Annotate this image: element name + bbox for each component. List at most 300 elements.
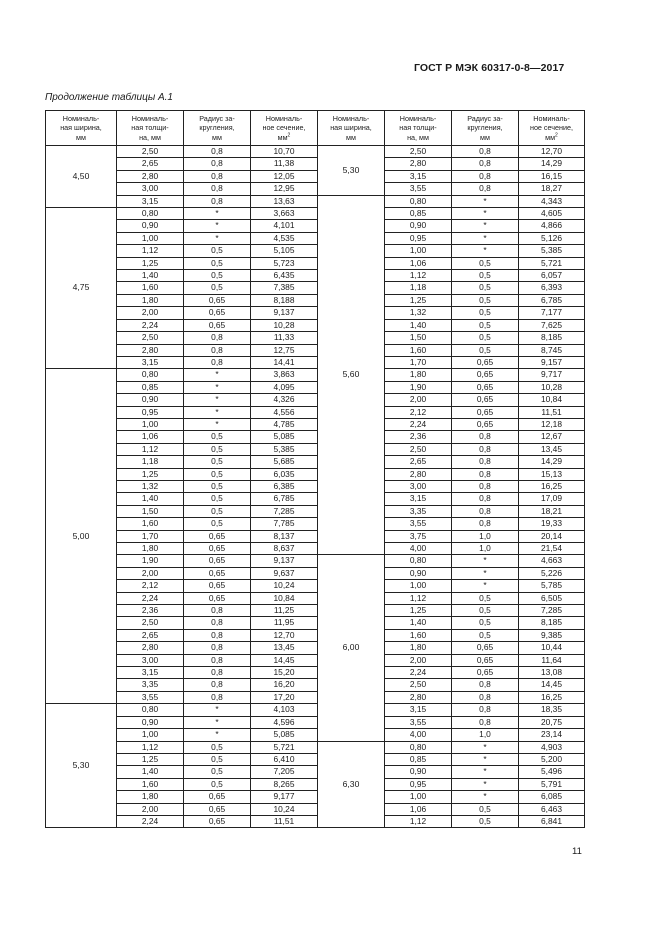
- radius-cell: 0,5: [452, 617, 519, 629]
- cross-section-cell: 6,785: [251, 493, 318, 505]
- cross-section-cell: 11,25: [251, 605, 318, 617]
- radius-cell: 0,5: [184, 257, 251, 269]
- thickness-cell: 3,15: [385, 704, 452, 716]
- thickness-cell: 2,00: [117, 567, 184, 579]
- cross-section-cell: 9,137: [251, 555, 318, 567]
- thickness-cell: 3,15: [117, 356, 184, 368]
- radius-cell: 0,8: [184, 654, 251, 666]
- cross-section-cell: 4,556: [251, 406, 318, 418]
- radius-cell: *: [184, 381, 251, 393]
- thickness-cell: 2,50: [385, 443, 452, 455]
- cross-section-cell: 5,785: [519, 580, 585, 592]
- radius-cell: 0,8: [184, 332, 251, 344]
- radius-cell: *: [452, 791, 519, 803]
- thickness-cell: 1,32: [385, 307, 452, 319]
- cross-section-cell: 10,44: [519, 642, 585, 654]
- column-header-line: мм: [212, 132, 222, 142]
- table-row: [46, 270, 585, 282]
- radius-cell: *: [452, 232, 519, 244]
- column-header-line: мм: [480, 132, 490, 142]
- cross-section-cell: 5,721: [519, 257, 585, 269]
- thickness-cell: 1,25: [385, 294, 452, 306]
- radius-cell: 0,65: [184, 791, 251, 803]
- thickness-cell: 1,32: [117, 480, 184, 492]
- cross-section-cell: 20,14: [519, 530, 585, 542]
- radius-cell: *: [184, 418, 251, 430]
- cross-section-cell: 6,505: [519, 592, 585, 604]
- column-header-line: ная толщи-: [131, 123, 169, 133]
- radius-cell: 0,5: [452, 319, 519, 331]
- radius-cell: 0,5: [452, 294, 519, 306]
- thickness-cell: 1,06: [385, 803, 452, 815]
- cross-section-cell: 5,791: [519, 778, 585, 790]
- cross-section-cell: 5,723: [251, 257, 318, 269]
- radius-cell: 0,5: [452, 282, 519, 294]
- cross-section-cell: 16,25: [519, 691, 585, 703]
- thickness-cell: 0,85: [385, 753, 452, 765]
- table-row: [46, 567, 585, 579]
- cross-section-cell: 5,085: [251, 729, 318, 741]
- radius-cell: *: [184, 394, 251, 406]
- radius-cell: 0,8: [184, 344, 251, 356]
- table-row: [46, 791, 585, 803]
- thickness-cell: 0,95: [385, 232, 452, 244]
- thickness-cell: 2,50: [117, 332, 184, 344]
- thickness-cell: 1,60: [385, 344, 452, 356]
- column-header-line: мм: [346, 132, 356, 142]
- column-header-line: ная ширина,: [60, 123, 102, 133]
- cross-section-cell: 8,137: [251, 530, 318, 542]
- column-header: [46, 111, 117, 146]
- cross-section-cell: 12,75: [251, 344, 318, 356]
- cross-section-cell: 5,105: [251, 245, 318, 257]
- column-header: [318, 111, 385, 146]
- thickness-cell: 2,24: [385, 418, 452, 430]
- radius-cell: *: [452, 245, 519, 257]
- table-header-row: [46, 111, 585, 146]
- table-row: [46, 803, 585, 815]
- thickness-cell: 1,25: [117, 468, 184, 480]
- radius-cell: 0,8: [184, 183, 251, 195]
- thickness-cell: 1,18: [117, 456, 184, 468]
- table-row: [46, 555, 585, 567]
- table-row: [46, 406, 585, 418]
- cross-section-cell: 10,24: [251, 803, 318, 815]
- column-header-line: ное сечение,: [262, 123, 306, 133]
- table-row: [46, 158, 585, 170]
- cross-section-cell: 6,463: [519, 803, 585, 815]
- cross-section-cell: 14,29: [519, 158, 585, 170]
- radius-cell: 0,5: [452, 344, 519, 356]
- cross-section-cell: 12,70: [251, 629, 318, 641]
- column-header-line: мм: [76, 132, 86, 142]
- cross-section-cell: 19,33: [519, 518, 585, 530]
- thickness-cell: 0,80: [117, 208, 184, 220]
- thickness-cell: 2,00: [385, 654, 452, 666]
- radius-cell: 0,5: [452, 803, 519, 815]
- thickness-cell: 2,24: [385, 667, 452, 679]
- thickness-cell: 1,40: [117, 766, 184, 778]
- radius-cell: 0,8: [452, 716, 519, 728]
- radius-cell: *: [184, 220, 251, 232]
- nominal-width-cell: 5,30: [318, 146, 385, 196]
- thickness-cell: 3,55: [385, 183, 452, 195]
- cross-section-cell: 4,866: [519, 220, 585, 232]
- thickness-cell: 1,70: [117, 530, 184, 542]
- thickness-cell: 1,25: [385, 605, 452, 617]
- table-row: [46, 605, 585, 617]
- radius-cell: 1,0: [452, 729, 519, 741]
- thickness-cell: 1,80: [385, 642, 452, 654]
- cross-section-cell: 11,64: [519, 654, 585, 666]
- thickness-cell: 1,00: [385, 791, 452, 803]
- thickness-cell: 1,00: [117, 232, 184, 244]
- thickness-cell: 1,18: [385, 282, 452, 294]
- table-row: [46, 729, 585, 741]
- radius-cell: 0,8: [452, 493, 519, 505]
- thickness-cell: 2,00: [117, 803, 184, 815]
- thickness-cell: 1,80: [117, 294, 184, 306]
- radius-cell: 0,65: [452, 394, 519, 406]
- radius-cell: *: [184, 208, 251, 220]
- table-row: [46, 480, 585, 492]
- radius-cell: *: [184, 704, 251, 716]
- thickness-cell: 1,90: [385, 381, 452, 393]
- radius-cell: 0,5: [184, 753, 251, 765]
- radius-cell: 0,8: [452, 431, 519, 443]
- radius-cell: 0,8: [184, 691, 251, 703]
- cross-section-cell: 6,057: [519, 270, 585, 282]
- cross-section-cell: 18,21: [519, 505, 585, 517]
- cross-section-cell: 6,785: [519, 294, 585, 306]
- radius-cell: 0,8: [452, 518, 519, 530]
- radius-cell: *: [452, 766, 519, 778]
- nominal-width-cell: 5,30: [46, 704, 117, 828]
- column-header: [519, 111, 585, 146]
- radius-cell: 0,5: [452, 307, 519, 319]
- radius-cell: 0,5: [452, 815, 519, 827]
- cross-section-cell: 9,177: [251, 791, 318, 803]
- thickness-cell: 3,15: [117, 195, 184, 207]
- thickness-cell: 0,80: [385, 195, 452, 207]
- radius-cell: 0,8: [184, 158, 251, 170]
- column-header-line: Номиналь-: [131, 113, 169, 123]
- column-header: [385, 111, 452, 146]
- radius-cell: *: [452, 195, 519, 207]
- thickness-cell: 3,75: [385, 530, 452, 542]
- thickness-cell: 2,50: [385, 679, 452, 691]
- radius-cell: 0,65: [184, 592, 251, 604]
- cross-section-cell: 14,29: [519, 456, 585, 468]
- radius-cell: 0,8: [452, 170, 519, 182]
- radius-cell: *: [452, 741, 519, 753]
- table-row: [46, 815, 585, 827]
- table-row: [46, 394, 585, 406]
- thickness-cell: 2,65: [117, 629, 184, 641]
- thickness-cell: 1,40: [385, 319, 452, 331]
- radius-cell: 0,65: [184, 567, 251, 579]
- thickness-cell: 0,80: [117, 369, 184, 381]
- table-row: [46, 518, 585, 530]
- thickness-cell: 2,24: [117, 592, 184, 604]
- column-header-line: на, мм: [407, 132, 429, 142]
- radius-cell: *: [184, 716, 251, 728]
- cross-section-cell: 10,28: [251, 319, 318, 331]
- radius-cell: *: [184, 406, 251, 418]
- radius-cell: 0,8: [452, 158, 519, 170]
- thickness-cell: 1,00: [117, 729, 184, 741]
- radius-cell: 0,8: [452, 505, 519, 517]
- radius-cell: 1,0: [452, 530, 519, 542]
- thickness-cell: 2,50: [117, 617, 184, 629]
- table-row: [46, 617, 585, 629]
- table-row: [46, 232, 585, 244]
- cross-section-cell: 7,177: [519, 307, 585, 319]
- thickness-cell: 1,25: [117, 257, 184, 269]
- radius-cell: 0,8: [452, 183, 519, 195]
- cross-section-cell: 12,67: [519, 431, 585, 443]
- table-row: [46, 245, 585, 257]
- cross-section-cell: 4,903: [519, 741, 585, 753]
- cross-section-cell: 7,785: [251, 518, 318, 530]
- column-header-line: мм: [545, 132, 556, 142]
- thickness-cell: 1,70: [385, 356, 452, 368]
- thickness-cell: 2,65: [117, 158, 184, 170]
- radius-cell: 0,5: [184, 505, 251, 517]
- thickness-cell: 2,80: [385, 158, 452, 170]
- table-caption: Продолжение таблицы А.1: [45, 92, 173, 103]
- cross-section-cell: 14,41: [251, 356, 318, 368]
- thickness-cell: 0,90: [117, 716, 184, 728]
- cross-section-cell: 3,663: [251, 208, 318, 220]
- thickness-cell: 1,60: [117, 518, 184, 530]
- column-header-line: мм: [277, 132, 288, 142]
- thickness-cell: 1,00: [385, 580, 452, 592]
- thickness-cell: 1,06: [385, 257, 452, 269]
- radius-cell: *: [452, 555, 519, 567]
- radius-cell: 0,8: [184, 195, 251, 207]
- cross-section-cell: 6,841: [519, 815, 585, 827]
- table-row: [46, 220, 585, 232]
- cross-section-cell: 7,625: [519, 319, 585, 331]
- thickness-cell: 4,00: [385, 729, 452, 741]
- cross-section-cell: 20,75: [519, 716, 585, 728]
- column-header-line: Номиналь-: [332, 113, 370, 123]
- radius-cell: 0,5: [452, 270, 519, 282]
- thickness-cell: 1,80: [117, 791, 184, 803]
- table-row: [46, 170, 585, 182]
- radius-cell: 0,65: [452, 369, 519, 381]
- cross-section-cell: 14,45: [251, 654, 318, 666]
- table-body: [46, 146, 585, 828]
- cross-section-cell: 11,51: [251, 815, 318, 827]
- radius-cell: 0,8: [452, 443, 519, 455]
- radius-cell: *: [452, 567, 519, 579]
- table-row: [46, 716, 585, 728]
- cross-section-cell: 16,20: [251, 679, 318, 691]
- radius-cell: 0,8: [452, 480, 519, 492]
- cross-section-cell: 14,45: [519, 679, 585, 691]
- table-row: [46, 530, 585, 542]
- thickness-cell: 3,15: [117, 667, 184, 679]
- radius-cell: *: [184, 369, 251, 381]
- column-header: [251, 111, 318, 146]
- radius-cell: 0,65: [452, 642, 519, 654]
- radius-cell: *: [452, 778, 519, 790]
- cross-section-cell: 16,25: [519, 480, 585, 492]
- thickness-cell: 2,50: [385, 146, 452, 158]
- cross-section-cell: 6,435: [251, 270, 318, 282]
- cross-section-cell: 5,685: [251, 456, 318, 468]
- cross-section-cell: 17,20: [251, 691, 318, 703]
- table-row: [46, 307, 585, 319]
- thickness-cell: 2,12: [385, 406, 452, 418]
- thickness-cell: 3,00: [117, 183, 184, 195]
- radius-cell: 0,65: [184, 580, 251, 592]
- nominal-width-cell: 6,00: [318, 555, 385, 741]
- thickness-cell: 1,60: [117, 778, 184, 790]
- cross-section-cell: 4,785: [251, 418, 318, 430]
- table-row: [46, 418, 585, 430]
- cross-section-cell: 15,13: [519, 468, 585, 480]
- table-row: [46, 766, 585, 778]
- cross-section-cell: 9,717: [519, 369, 585, 381]
- table-row: [46, 431, 585, 443]
- radius-cell: *: [184, 232, 251, 244]
- cross-section-cell: 3,863: [251, 369, 318, 381]
- thickness-cell: 2,24: [117, 815, 184, 827]
- cross-section-cell: 7,285: [251, 505, 318, 517]
- radius-cell: 0,8: [184, 617, 251, 629]
- table-row: [46, 753, 585, 765]
- column-header: [452, 111, 519, 146]
- thickness-cell: 2,80: [117, 642, 184, 654]
- table-row: [46, 381, 585, 393]
- radius-cell: 0,5: [184, 518, 251, 530]
- cross-section-cell: 11,95: [251, 617, 318, 629]
- cross-section-cell: 13,45: [519, 443, 585, 455]
- thickness-cell: 1,90: [117, 555, 184, 567]
- thickness-cell: 1,40: [385, 617, 452, 629]
- thickness-cell: 1,12: [385, 270, 452, 282]
- cross-section-cell: 12,95: [251, 183, 318, 195]
- cross-section-cell: 8,185: [519, 617, 585, 629]
- dimensions-table: [45, 110, 585, 828]
- radius-cell: 0,5: [452, 257, 519, 269]
- cross-section-cell: 5,200: [519, 753, 585, 765]
- thickness-cell: 0,90: [385, 220, 452, 232]
- thickness-cell: 3,00: [385, 480, 452, 492]
- thickness-cell: 1,12: [385, 815, 452, 827]
- cross-section-cell: 5,085: [251, 431, 318, 443]
- cross-section-cell: 5,721: [251, 741, 318, 753]
- table-row: [46, 592, 585, 604]
- column-header-line: кругления,: [199, 123, 235, 133]
- column-header-line: ное сечение,: [529, 123, 574, 133]
- radius-cell: 0,8: [452, 704, 519, 716]
- column-header: [184, 111, 251, 146]
- cross-section-cell: 23,14: [519, 729, 585, 741]
- thickness-cell: 3,15: [385, 170, 452, 182]
- column-header-line: на, мм: [139, 132, 161, 142]
- cross-section-cell: 10,70: [251, 146, 318, 158]
- radius-cell: 0,5: [184, 282, 251, 294]
- table-row: [46, 356, 585, 368]
- column-header-line: Номиналь-: [265, 113, 303, 123]
- cross-section-cell: 12,05: [251, 170, 318, 182]
- cross-section-cell: 10,28: [519, 381, 585, 393]
- radius-cell: 0,8: [452, 691, 519, 703]
- thickness-cell: 3,15: [385, 493, 452, 505]
- radius-cell: 0,5: [184, 766, 251, 778]
- cross-section-cell: 7,385: [251, 282, 318, 294]
- radius-cell: 0,5: [184, 493, 251, 505]
- thickness-cell: 1,50: [385, 332, 452, 344]
- table-row: [46, 344, 585, 356]
- radius-cell: *: [184, 729, 251, 741]
- radius-cell: 0,5: [184, 431, 251, 443]
- unit-superscript: 2: [555, 132, 558, 139]
- cross-section-cell: 7,285: [519, 605, 585, 617]
- cross-section-cell: 6,393: [519, 282, 585, 294]
- radius-cell: 0,5: [184, 245, 251, 257]
- cross-section-cell: 11,38: [251, 158, 318, 170]
- cross-section-cell: 13,45: [251, 642, 318, 654]
- unit-superscript: 2: [287, 132, 291, 139]
- radius-cell: *: [452, 753, 519, 765]
- radius-cell: 0,8: [184, 170, 251, 182]
- cross-section-cell: 5,226: [519, 567, 585, 579]
- radius-cell: 0,65: [452, 418, 519, 430]
- cross-section-cell: 9,637: [251, 567, 318, 579]
- thickness-cell: 4,00: [385, 543, 452, 555]
- radius-cell: 0,65: [452, 356, 519, 368]
- radius-cell: 0,65: [452, 667, 519, 679]
- thickness-cell: 1,12: [117, 741, 184, 753]
- thickness-cell: 2,00: [117, 307, 184, 319]
- table-row: [46, 195, 585, 207]
- thickness-cell: 1,40: [117, 270, 184, 282]
- radius-cell: 0,5: [452, 629, 519, 641]
- table-row: [46, 505, 585, 517]
- column-header-line: Номиналь-: [399, 113, 437, 123]
- thickness-cell: 3,00: [117, 654, 184, 666]
- cross-section-cell: 21,54: [519, 543, 585, 555]
- thickness-cell: 2,36: [117, 605, 184, 617]
- cross-section-cell: 4,596: [251, 716, 318, 728]
- table-row: [46, 679, 585, 691]
- radius-cell: 0,8: [184, 679, 251, 691]
- table-row: [46, 629, 585, 641]
- cross-section-cell: 8,745: [519, 344, 585, 356]
- thickness-cell: 3,35: [117, 679, 184, 691]
- thickness-cell: 1,12: [117, 245, 184, 257]
- radius-cell: 0,8: [184, 146, 251, 158]
- cross-section-cell: 8,265: [251, 778, 318, 790]
- thickness-cell: 2,80: [385, 691, 452, 703]
- thickness-cell: 1,12: [385, 592, 452, 604]
- thickness-cell: 2,65: [385, 456, 452, 468]
- table-row: [46, 667, 585, 679]
- radius-cell: 0,8: [452, 679, 519, 691]
- thickness-cell: 1,00: [385, 245, 452, 257]
- cross-section-cell: 9,385: [519, 629, 585, 641]
- cross-section-cell: 18,27: [519, 183, 585, 195]
- cross-section-cell: 10,24: [251, 580, 318, 592]
- table-row: [46, 493, 585, 505]
- table-row: [46, 183, 585, 195]
- radius-cell: 0,65: [184, 294, 251, 306]
